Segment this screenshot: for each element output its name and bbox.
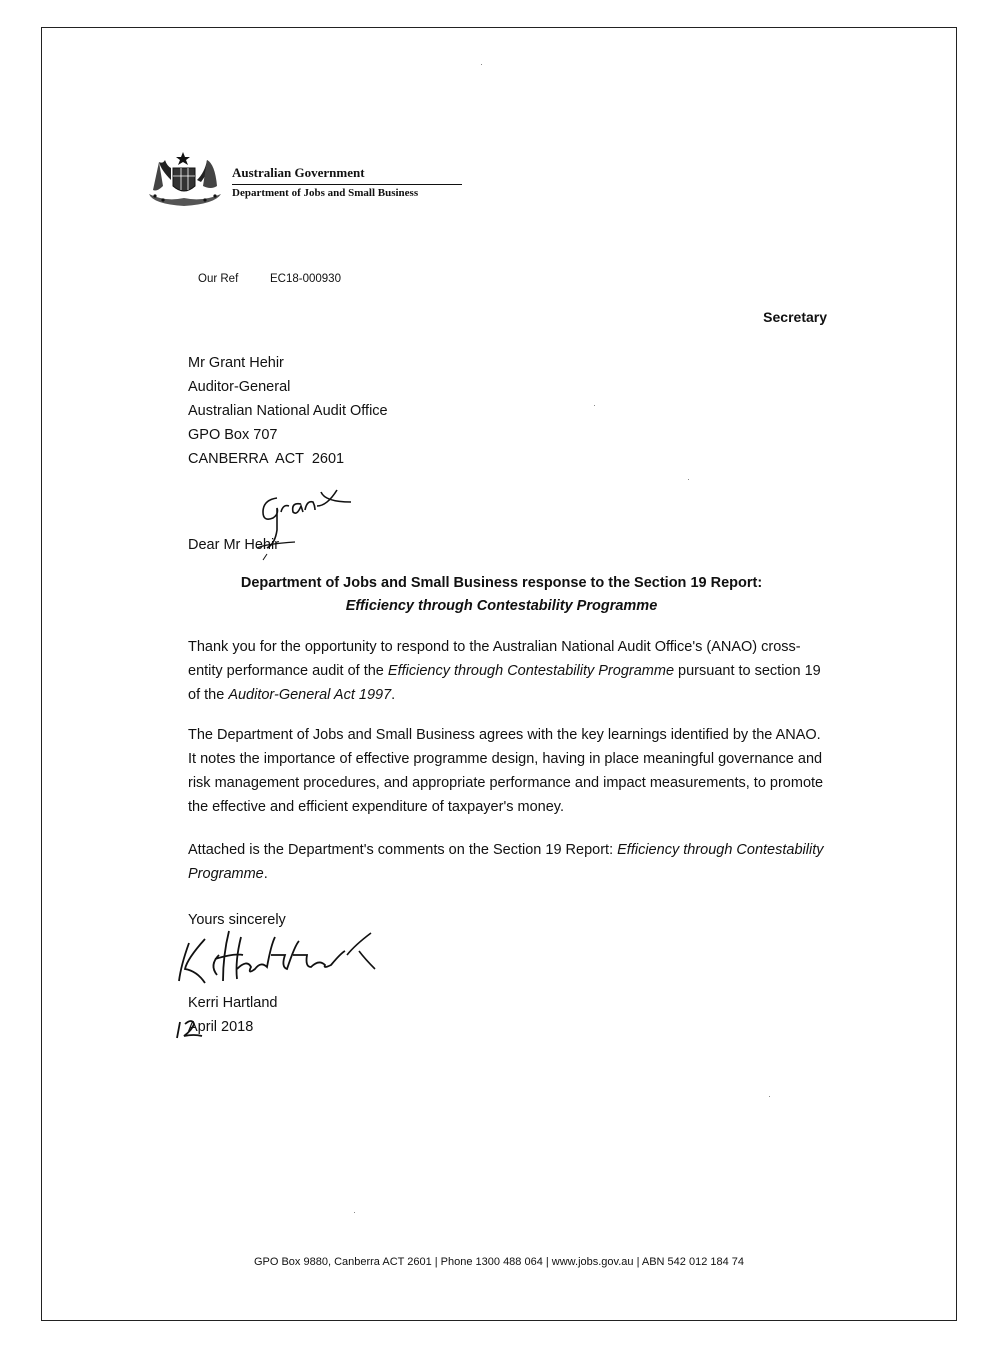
reference-label: Our Ref [198, 273, 239, 285]
scan-speck [354, 1212, 355, 1213]
subject-line-2: Efficiency through Contestability Programme [345, 598, 658, 614]
recipient-address [188, 351, 388, 471]
paragraph-1 [188, 635, 828, 707]
coat-of-arms-icon [145, 150, 227, 208]
footer-contact: GPO Box 9880, Canberra ACT 2601 | Phone 1300 488 064 | www.jobs.gov.au | ABN 542 012 184 74 [253, 1256, 745, 1268]
recipient-organisation: Australian National Audit Office [188, 403, 388, 419]
p1-italic-act: Auditor-General Act 1997 [228, 687, 392, 703]
p3-text-b: . [263, 866, 268, 882]
signature-image [175, 925, 390, 989]
p1-text-c: . [391, 687, 396, 703]
p3-text-a: Attached is the Department's comments on the Section 19 Report: [188, 842, 618, 858]
subject-heading [188, 572, 815, 618]
paragraph-2: The Department of Jobs and Small Business agrees with the key learnings identified by the ANAO. It notes the importance of effective programme design, having in place meaningful governance and risk management procedures, and appropriate performance and impact measurements, to promote the effective and efficient expenditure of taxpayer's money. [188, 727, 824, 815]
sender-title: Secretary [763, 309, 827, 325]
letterhead-text [232, 164, 462, 201]
signature-date [188, 1015, 277, 1039]
handwritten-day [174, 1016, 204, 1040]
reference-line [198, 273, 341, 285]
date-printed: April 2018 [188, 1019, 254, 1035]
letterhead [145, 150, 465, 210]
p3-italic-programme: Efficiency through Contestability Programme [188, 842, 824, 882]
signer-name: Kerri Hartland [188, 995, 278, 1011]
p1-italic-programme: Efficiency through Contestability Programme [387, 663, 675, 679]
salutation: Dear Mr Hehir [188, 537, 280, 553]
government-name: Australian Government [232, 164, 462, 185]
scan-speck [481, 64, 482, 65]
signer-block [188, 991, 277, 1039]
paragraph-3 [188, 838, 828, 886]
p1-text-a: Thank you for the opportunity to respond to the Australian National Audit Office's (ANAO) cross-entity performance audit of the [188, 639, 801, 679]
recipient-postal: GPO Box 707 [188, 427, 278, 443]
recipient-position: Auditor-General [188, 379, 291, 395]
recipient-city: CANBERRA ACT 2601 [188, 451, 345, 467]
department-name: Department of Jobs and Small Business [232, 187, 419, 199]
recipient-name: Mr Grant Hehir [188, 355, 284, 371]
closing: Yours sincerely [188, 912, 286, 928]
scan-speck [688, 479, 689, 480]
handwritten-grant-annotation [255, 482, 365, 572]
subject-line-1: Department of Jobs and Small Business response to the Section 19 Report: [240, 575, 763, 591]
p1-text-b: pursuant to section 19 of the [188, 663, 821, 703]
scan-speck [769, 1096, 770, 1097]
scan-speck [594, 405, 595, 406]
reference-value: EC18-000930 [270, 273, 341, 285]
